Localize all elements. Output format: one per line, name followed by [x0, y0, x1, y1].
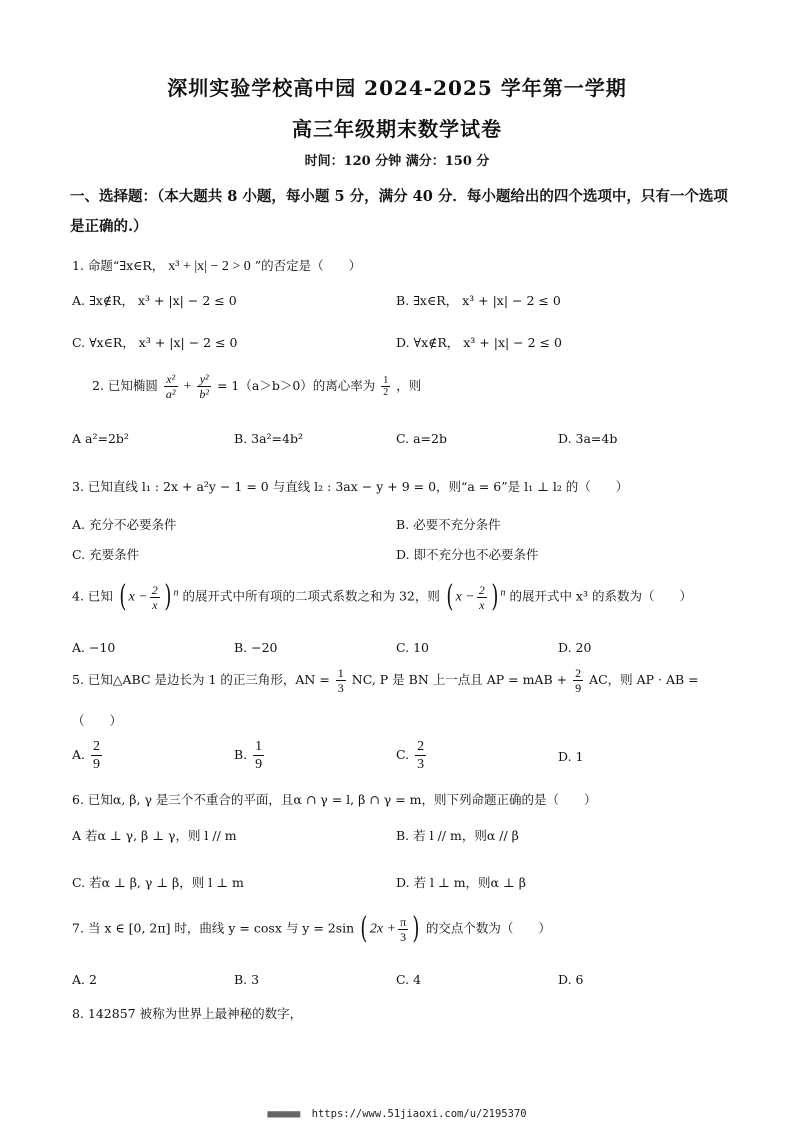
- question-2: 2. 已知椭圆 $\frac{\text{x²}}{\text{a²}}$ + $\frac{\text{y²}}{\text{b²}}$ = 1（a＞b＞0）的离心率为 $\frac{1}{2}$ ，则: [92, 372, 422, 401]
- exam-title-name: 高三年级期末数学试卷: [292, 117, 502, 141]
- q6-option-b: B. 若 l // m，则α // β: [396, 828, 519, 843]
- q5-stem-pre: 5. 已知△ABC 是边长为 1 的正三角形，AN =: [72, 672, 330, 687]
- q2-fraction-y: $\frac{\text{y²}}{\text{b²}}$: [199, 372, 209, 401]
- question-5: 5. 已知△ABC 是边长为 1 的正三角形，AN = $\frac{1}{3}$ NC, P 是 BN 上一点且 AP = mAB + $\frac{2}{9}$ AC，则 AP · AB =: [72, 666, 699, 695]
- q1-option-b: B. ∃x∈R， x³ + |x| − 2 ≤ 0: [396, 293, 561, 308]
- footer-watermark-mark: ■■■■■■: [267, 1108, 300, 1120]
- question-4: 4. 已知 ( x − $\frac{2}{x}$ ) $^n$ 的展开式中所有项的二项式系数之和为 32，则 ( x − $\frac{2}{x}$ ) $^n$ 的展开式中 x³ 的系数为（ ）: [72, 579, 692, 614]
- q2-fraction-x: $\frac{\text{x²}}{\text{a²}}$: [165, 372, 176, 401]
- q4-stem-mid: 的展开式中所有项的二项式系数之和为 32，则: [182, 588, 440, 604]
- q1-option-d: D. ∀x∉R， x³ + |x| − 2 ≤ 0: [396, 335, 562, 350]
- q5-answer-paren: （ ）: [72, 713, 123, 728]
- q2-stem-pre: 2. 已知椭圆: [92, 378, 158, 393]
- q4-option-c: C. 10: [396, 640, 429, 655]
- section-heading: 一、选择题：（本大题共 8 小题，每小题 5 分，满分 40 分．每小题给出的四个选项中，只有一个选项是正确的.）: [70, 188, 728, 235]
- q3-option-b: B. 必要不充分条件: [396, 517, 501, 532]
- q6-option-a: A 若α ⊥ γ, β ⊥ γ，则 l // m: [72, 828, 237, 843]
- q7-stem-post: 的交点个数为（ ）: [425, 920, 551, 936]
- question-8: 8. 142857 被称为世界上最神秘的数字，: [72, 1006, 303, 1021]
- q1-stem-pre: 1. 命题“∃x∈R，: [72, 258, 165, 273]
- q6-option-c: C. 若α ⊥ β, γ ⊥ β，则 l ⊥ m: [72, 875, 244, 890]
- q5-stem-post: AC，则 AP · AB =: [589, 672, 699, 687]
- q7-option-b: B. 3: [234, 972, 260, 987]
- time-info: 时间：120 分钟 满分：150 分: [304, 154, 490, 169]
- footer-url-link[interactable]: https://www.51jiaoxi.com/u/2195370: [311, 1108, 527, 1120]
- q3-option-c: C. 充要条件: [72, 547, 140, 562]
- q2-option-c: C. a=2b: [396, 431, 447, 446]
- q5-stem-mid: NC, P 是 BN 上一点且 AP = mAB +: [351, 672, 568, 687]
- question-1: [72, 256, 361, 275]
- q4-stem-post: 的展开式中 x³ 的系数为（ ）: [509, 588, 692, 604]
- q1-option-a: A. ∃x∉R， x³ + |x| − 2 ≤ 0: [72, 293, 237, 308]
- q5-option-c: C. $\frac{2}{3}$: [396, 739, 425, 772]
- q4-option-a: A. −10: [72, 640, 116, 655]
- q2-option-a: A a²=2b²: [72, 431, 129, 446]
- q2-stem-mid: = 1（a＞b＞0）的离心率为: [216, 378, 376, 393]
- question-6: 6. 已知α, β, γ 是三个不重合的平面，且α ∩ γ = l, β ∩ γ = m，则下列命题正确的是（ ）: [72, 792, 597, 807]
- q4-option-d: D. 20: [558, 640, 592, 655]
- q5-option-a: A. $\frac{2}{9}$: [72, 739, 100, 772]
- q2-option-d: D. 3a=4b: [558, 431, 618, 446]
- question-3: 3. 已知直线 l₁ : 2x + a²y − 1 = 0 与直线 l₂ : 3ax − y + 9 = 0，则“a = 6”是 l₁ ⊥ l₂ 的（ ）: [72, 479, 629, 494]
- q3-option-a: A. 充分不必要条件: [72, 517, 177, 532]
- page-footer: [0, 1108, 794, 1120]
- q7-option-d: D. 6: [558, 972, 584, 987]
- q1-stem-post: ”的否定是（ ）: [254, 258, 362, 273]
- q3-option-d: D. 即不充分也不必要条件: [396, 547, 539, 562]
- exam-title-school: 深圳实验学校高中园 2024-2025 学年第一学期: [167, 76, 627, 100]
- q1-option-c: C. ∀x∈R， x³ + |x| − 2 ≤ 0: [72, 335, 238, 350]
- q7-stem-pre: 7. 当 x ∈ [0, 2π] 时，曲线 y = cosx 与 y = 2sin: [72, 920, 355, 936]
- q2-option-b: B. 3a²=4b²: [234, 431, 303, 446]
- q4-stem-pre: 4. 已知: [72, 588, 113, 604]
- q7-option-c: C. 4: [396, 972, 422, 987]
- q1-stem-math: x³ + |x| − 2 > 0: [168, 259, 251, 274]
- q7-option-a: A. 2: [72, 972, 97, 987]
- q4-option-b: B. −20: [234, 640, 278, 655]
- q2-stem-post: ，则: [396, 378, 422, 393]
- q5-option-b: B. $\frac{1}{9}$: [234, 739, 263, 772]
- question-7: 7. 当 x ∈ [0, 2π] 时，曲线 y = cosx 与 y = 2sin ( 2x + $\frac{\pi}{3}$ ) 的交点个数为（ ）: [72, 911, 551, 946]
- q6-option-d: D. 若 l ⊥ m，则α ⊥ β: [396, 875, 526, 890]
- q2-fraction-eccentricity: $\frac{1}{2}$: [383, 375, 389, 398]
- q5-option-d: D. 1: [558, 749, 584, 764]
